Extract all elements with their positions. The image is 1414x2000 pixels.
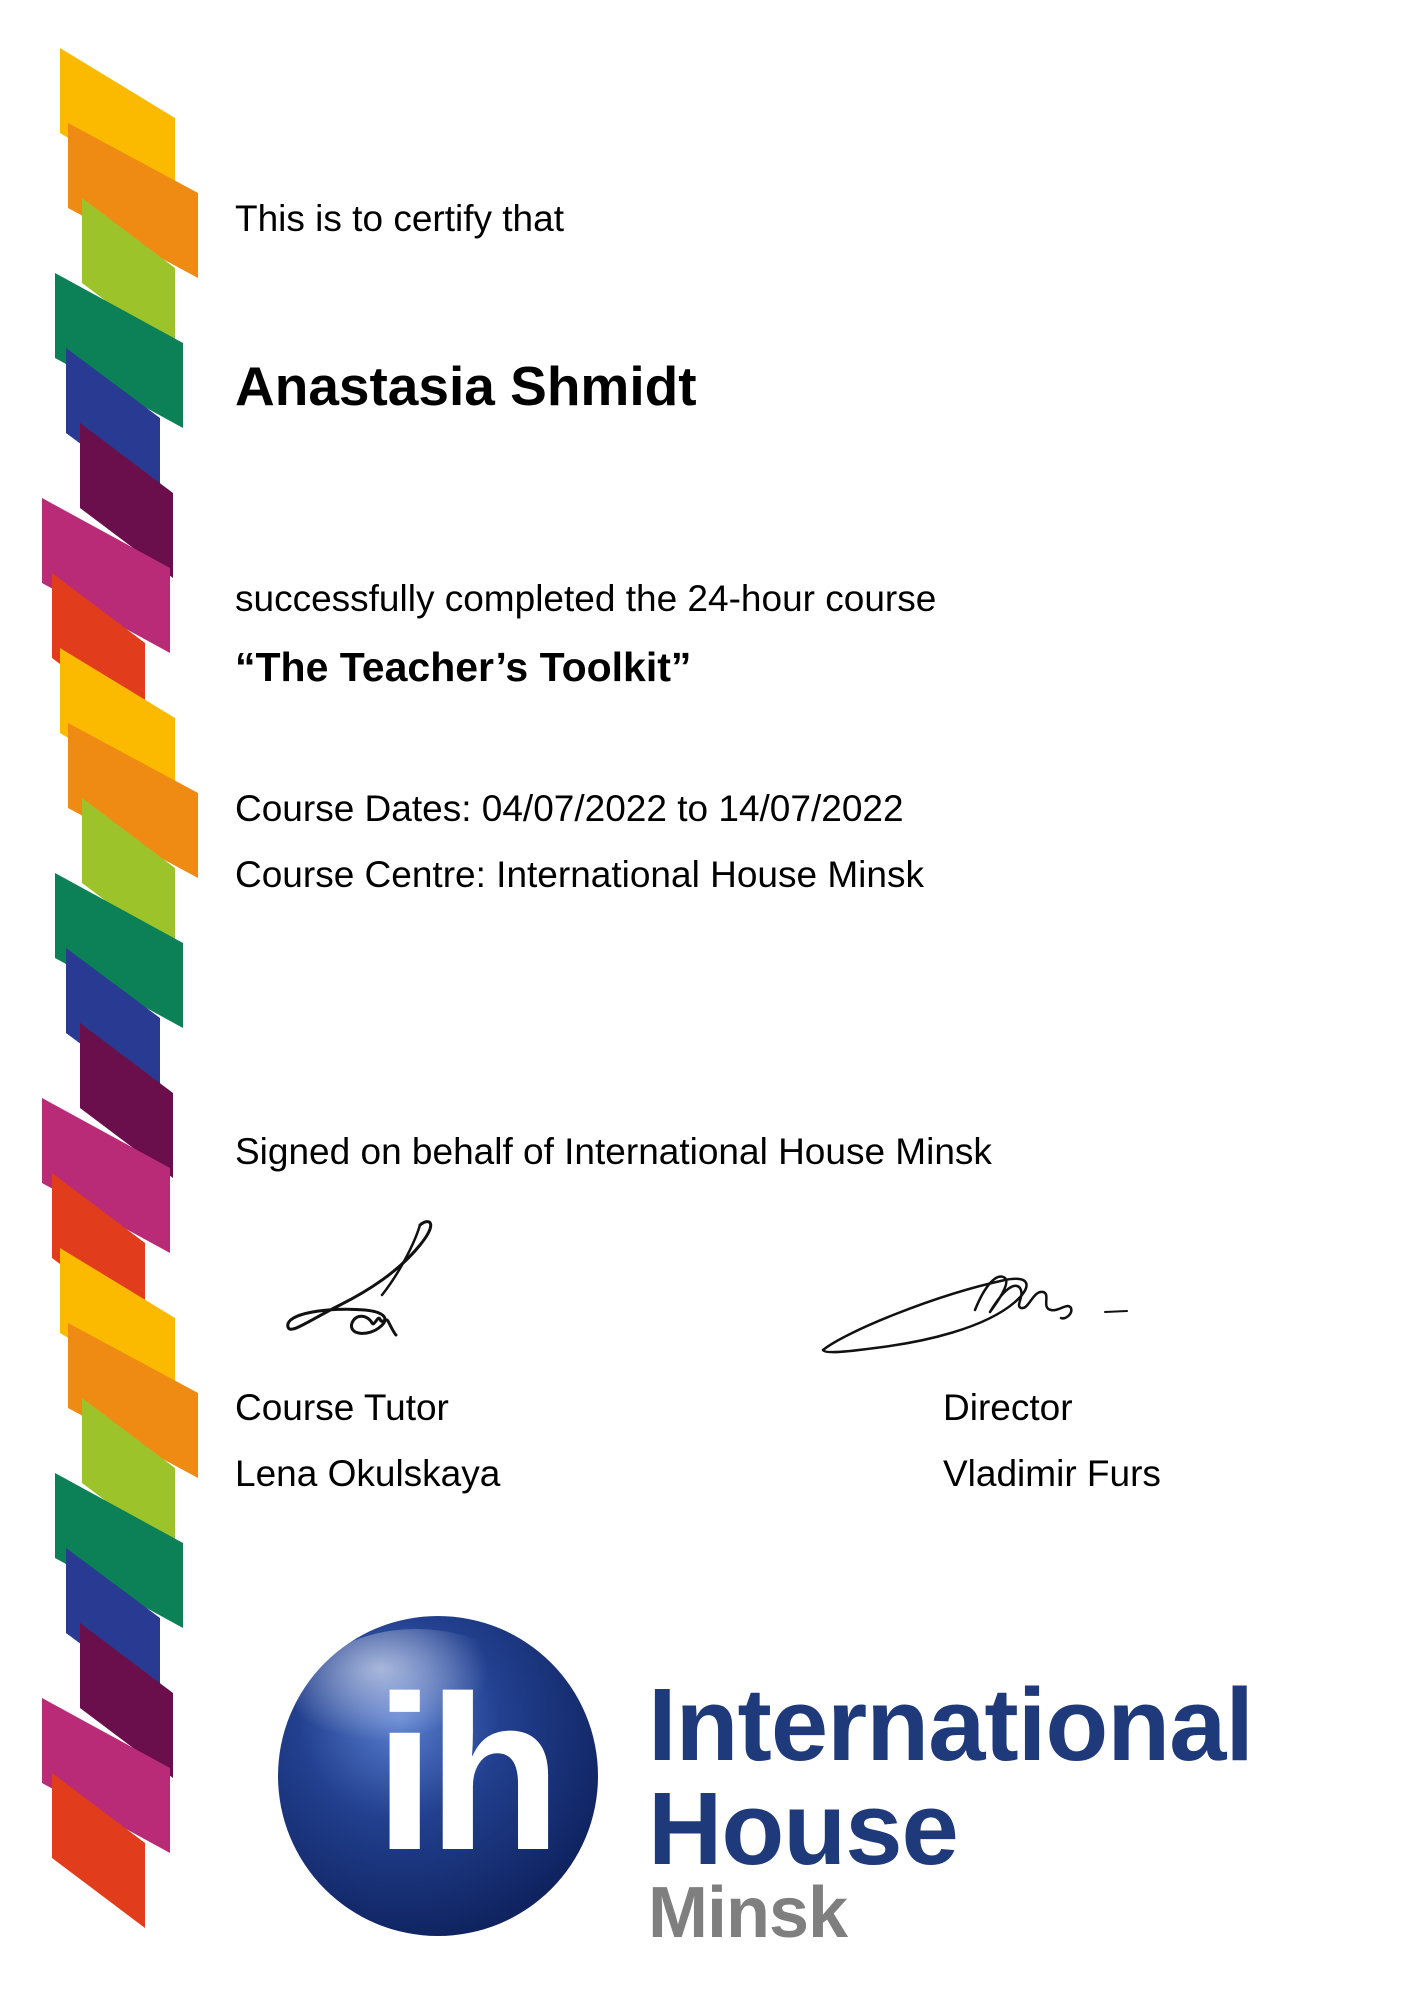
course-dates: Course Dates: 04/07/2022 to 14/07/2022 xyxy=(235,788,904,829)
tutor-role: Course Tutor xyxy=(235,1387,449,1428)
logo-text-house: House xyxy=(648,1771,958,1886)
director-name: Vladimir Furs xyxy=(943,1453,1161,1494)
course-centre: Course Centre: International House Minsk xyxy=(235,854,924,895)
logo-text-international: International xyxy=(648,1667,1254,1782)
tutor-name: Lena Okulskaya xyxy=(235,1453,501,1494)
course-title: “The Teacher’s Toolkit” xyxy=(235,644,692,690)
recipient-name: Anastasia Shmidt xyxy=(235,355,697,417)
logo-mark-text: ih xyxy=(374,1650,554,1896)
director-signature xyxy=(815,1250,1145,1360)
certify-intro: This is to certify that xyxy=(235,198,564,239)
signed-statement: Signed on behalf of International House Minsk xyxy=(235,1131,992,1172)
tutor-signature xyxy=(270,1215,440,1350)
director-role: Director xyxy=(943,1387,1073,1428)
decorative-ribbon xyxy=(0,0,220,2000)
logo-text-minsk: Minsk xyxy=(648,1873,848,1953)
ih-logo-icon xyxy=(276,1614,600,1938)
completion-text: successfully completed the 24-hour course xyxy=(235,578,937,619)
